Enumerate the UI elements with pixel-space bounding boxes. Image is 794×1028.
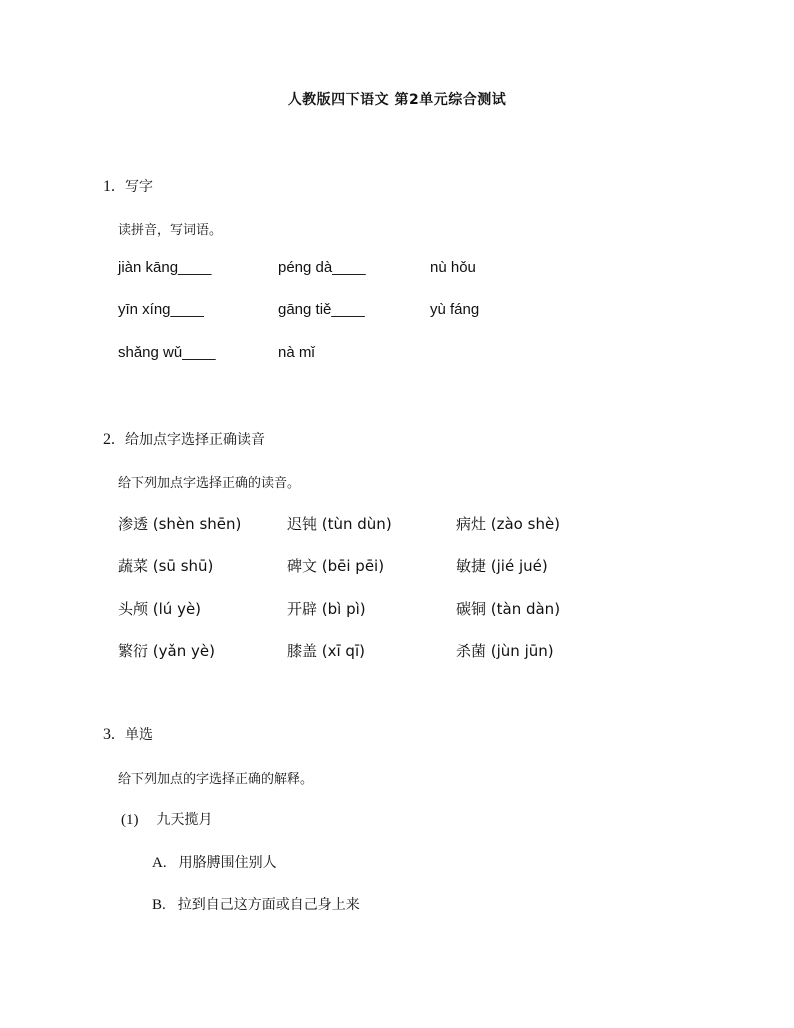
pinyin-item: nù hǒu [430, 259, 476, 276]
question-2-heading [103, 429, 265, 449]
reading-choice-item: 头颅 (lú yè) [118, 600, 202, 618]
question-number: 1. [103, 178, 115, 195]
option-letter: A. [152, 855, 167, 871]
question-title: 写字 [125, 179, 153, 195]
document-title: 人教版四下语文 第2单元综合测试 [287, 92, 507, 108]
reading-choice-item: 敏捷 (jié jué) [456, 557, 548, 575]
sub-question-1 [121, 809, 213, 829]
reading-choice-item: 杀菌 (jùn jūn) [456, 642, 554, 660]
reading-choice-item: 膝盖 (xī qī) [287, 642, 365, 660]
sub-question-number: (1) [121, 812, 139, 828]
question-number: 2. [103, 431, 115, 448]
pinyin-item: yīn xíng____ [118, 301, 204, 318]
question-3-instruction: 给下列加点的字选择正确的解释。 [118, 772, 314, 787]
option-text: 拉到自己这方面或自己身上来 [177, 897, 360, 913]
reading-choice-item: 蔬菜 (sū shū) [118, 557, 214, 575]
sub-question-text: 九天揽月 [156, 812, 213, 828]
reading-choice-item: 病灶 (zào shè) [456, 515, 561, 533]
option-a [152, 852, 277, 872]
pinyin-item: nà mǐ [278, 344, 315, 361]
pinyin-item: gāng tiě____ [278, 301, 365, 318]
question-3-heading [103, 724, 153, 744]
reading-choice-item: 碳铜 (tàn dàn) [456, 600, 561, 618]
option-b [152, 894, 360, 914]
question-1-heading [103, 176, 153, 196]
question-title: 给加点字选择正确读音 [125, 432, 265, 448]
pinyin-item: shǎng wǔ____ [118, 344, 216, 361]
option-text: 用胳膊围住别人 [178, 855, 277, 871]
pinyin-item: yù fáng [430, 301, 480, 318]
pinyin-item: jiàn kāng____ [118, 259, 212, 276]
reading-choice-item: 繁衍 (yǎn yè) [118, 642, 215, 660]
reading-choice-item: 渗透 (shèn shēn) [118, 515, 242, 533]
option-letter: B. [152, 897, 166, 913]
question-title: 单选 [125, 727, 153, 743]
reading-choice-item: 碑文 (bēi pēi) [287, 557, 385, 575]
question-2-instruction: 给下列加点字选择正确的读音。 [118, 476, 301, 491]
pinyin-item: péng dà____ [278, 259, 366, 276]
reading-choice-item: 迟钝 (tùn dùn) [287, 515, 392, 533]
question-1-instruction: 读拼音，写词语。 [118, 223, 223, 238]
reading-choice-item: 开辟 (bì pì) [287, 600, 366, 618]
question-number: 3. [103, 726, 115, 743]
